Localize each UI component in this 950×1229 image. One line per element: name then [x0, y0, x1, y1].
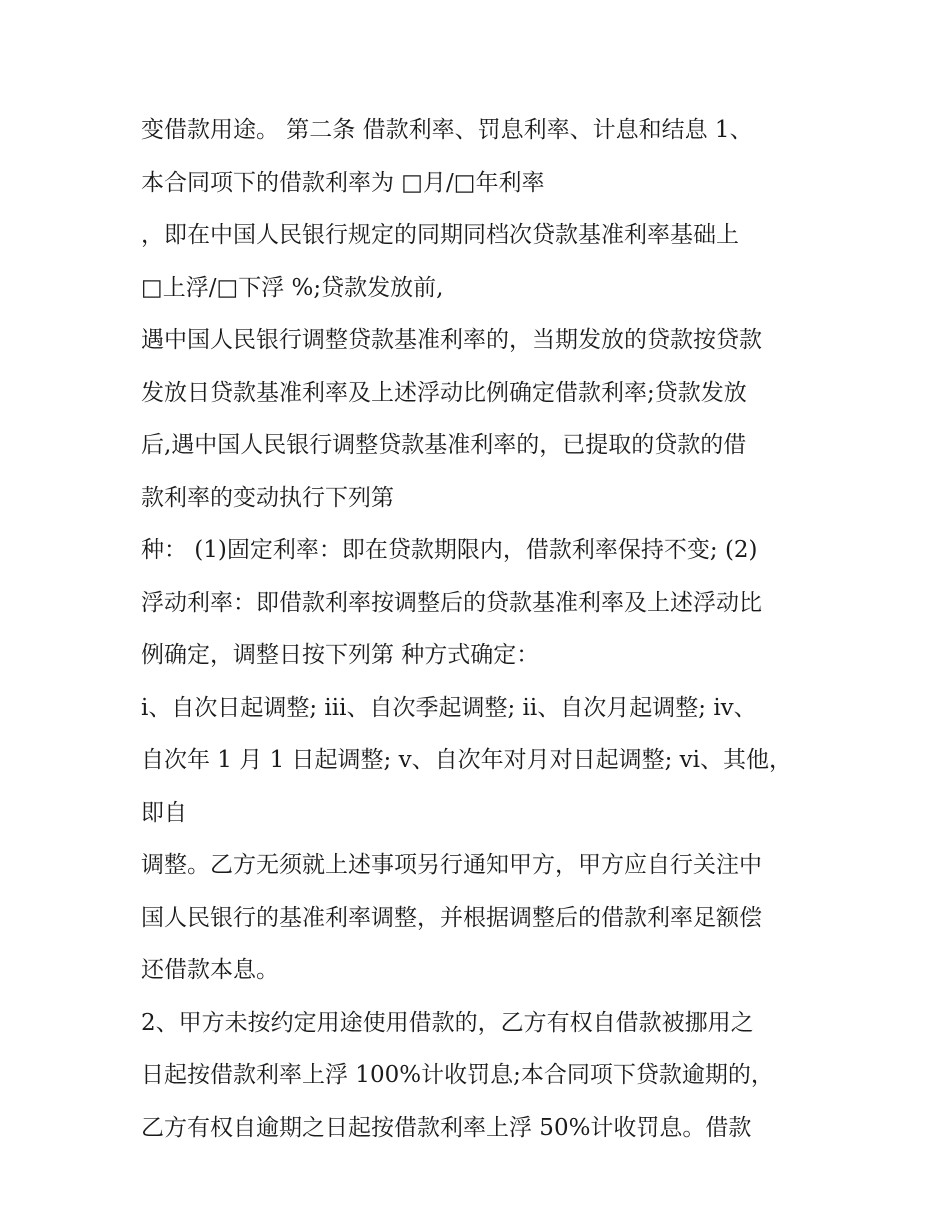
text-line: i、自次日起调整; iii、自次季起调整; ii、自次月起调整; iv、 — [141, 694, 757, 721]
text-line: 例确定，调整日按下列第 种方式确定： — [141, 642, 540, 668]
text-line: 浮动利率：即借款利率按调整后的贷款基准利率及上述浮动比 — [141, 589, 762, 616]
text-line: 国人民银行的基准利率调整，并根据调整后的借款利率足额偿 — [141, 904, 762, 931]
text-line: 还借款本息。 — [141, 957, 279, 983]
text-line: ，即在中国人民银行规定的同期同档次贷款基准利率基础上 — [141, 222, 739, 248]
text-line: 自次年 1 月 1 日起调整; v、自次年对月对日起调整; vi、其他， — [141, 747, 792, 773]
text-line: 后,遇中国人民银行调整贷款基准利率的，已提取的贷款的借 — [141, 432, 747, 458]
text-line: 2、甲方未按约定用途使用借款的，乙方有权自借款被挪用之 — [141, 1009, 754, 1036]
document-body — [141, 108, 821, 1158]
text-line: 发放日贷款基准利率及上述浮动比例确定借款利率;贷款发放 — [141, 379, 747, 406]
text-line: □上浮/□下浮 %;贷款发放前, — [141, 274, 444, 301]
text-line: 种： (1)固定利率：即在贷款期限内，借款利率保持不变; (2) — [141, 537, 758, 563]
text-line: 即自 — [141, 799, 187, 826]
text-line: 调整。乙方无须就上述事项另行通知甲方，甲方应自行关注中 — [141, 852, 762, 878]
text-line: 本合同项下的借款利率为 □月/□年利率 — [141, 169, 545, 196]
text-line: 遇中国人民银行调整贷款基准利率的，当期发放的贷款按贷款 — [141, 327, 762, 353]
text-line: 变借款用途。 第二条 借款利率、罚息利率、计息和结息 1、 — [141, 117, 753, 143]
text-line: 日起按借款利率上浮 100%计收罚息;本合同项下贷款逾期的， — [141, 1062, 774, 1088]
text-line: 乙方有权自逾期之日起按借款利率上浮 50%计收罚息。借款 — [141, 1114, 752, 1141]
text-line: 款利率的变动执行下列第 — [141, 484, 394, 511]
